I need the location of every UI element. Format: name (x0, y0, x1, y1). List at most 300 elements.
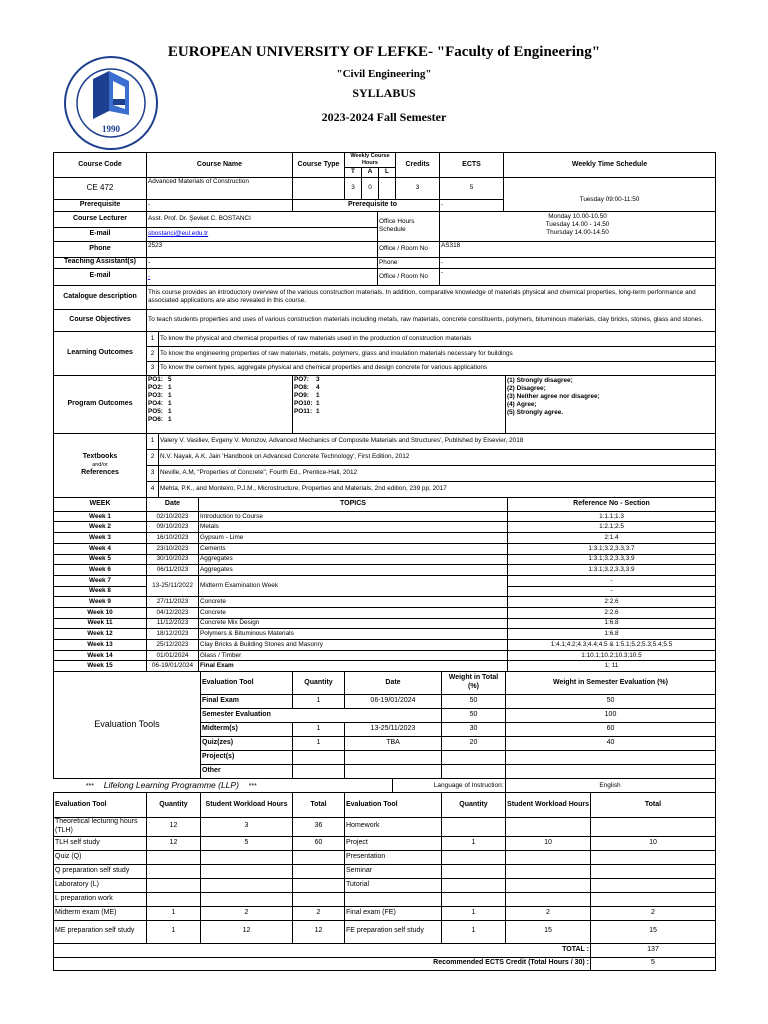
week-row (54, 618, 716, 629)
language-value: English (505, 779, 715, 793)
po-label: PO4: (148, 399, 163, 407)
hours-l (379, 177, 396, 199)
eval-weight-sem: 50 (506, 695, 716, 709)
llp-stars-left: *** (85, 782, 94, 790)
textbooks-label (54, 433, 147, 497)
prerequisite-to-label: Prerequisite to (293, 199, 440, 211)
workload-row (54, 850, 716, 864)
eval-tool: Project(s) (201, 751, 293, 765)
ta-phone-label: Phone (378, 257, 440, 268)
wl-total-header-right: Total (591, 793, 716, 818)
course-name-header: Course Name (147, 153, 293, 178)
eval-date: 06-19/01/2024 (345, 695, 442, 709)
wl-tool-right: Presentation (345, 850, 442, 864)
llp-stars-right: *** (248, 782, 257, 790)
l-header: L (379, 167, 396, 177)
eval-tool: Semester Evaluation (201, 709, 442, 723)
credits-header: Credits (396, 153, 440, 178)
week-label: Week 8 (54, 586, 147, 597)
wl-quantity (147, 864, 201, 878)
week-reference: - (508, 575, 716, 586)
eval-weight-total: 20 (442, 737, 506, 751)
reference-number: 1 (147, 433, 159, 449)
ta-email-link[interactable]: - (148, 272, 151, 280)
week-header: WEEK (54, 497, 147, 511)
po-label: PO1: (148, 375, 163, 383)
eval-date: TBA (345, 737, 442, 751)
wl-total-right (591, 850, 716, 864)
week-reference: - (508, 586, 716, 597)
week-topic: Concrete (199, 597, 508, 608)
week-reference: 1:1.1;1.3 (508, 511, 716, 522)
po-value: 1 (316, 407, 320, 415)
workload-row (54, 818, 716, 837)
wl-workload: 2 (201, 906, 293, 920)
wl-tool-right: Homework (345, 818, 442, 837)
ta-email-label: E-mail (54, 268, 147, 285)
office-hours-label: Office Hours Schedule (378, 211, 440, 241)
week-reference: 1:2.1;2.5 (508, 522, 716, 533)
wl-workload-right: 2 (506, 906, 591, 920)
week-row (54, 650, 716, 661)
week-label: Week 12 (54, 629, 147, 640)
date-header: Date (147, 497, 199, 511)
po-column-1 (147, 375, 293, 433)
week-label: Week 13 (54, 640, 147, 651)
eval-date: 13-25/11/2023 (345, 723, 442, 737)
catalogue-description: This course provides an introductory overview of the various construction materials. In addition, comparative knowledge of materials physical and chemical properties, long-term performance and associated applications are also revealed in this course. (147, 285, 716, 309)
wl-workload-header: Student Workload Hours (201, 793, 293, 818)
topics-header: TOPICS (199, 497, 508, 511)
week-label: Week 6 (54, 565, 147, 576)
eval-date-header: Date (345, 672, 442, 695)
wl-quantity (147, 892, 201, 906)
week-reference: 2:2.6 (508, 607, 716, 618)
ects: 5 (440, 177, 504, 199)
ta-office-room-label: Office / Room No (378, 268, 440, 285)
textbooks-label-line-2: and/or (92, 461, 108, 468)
wl-total (293, 892, 345, 906)
wl-workload (201, 850, 293, 864)
wl-tool-right (345, 892, 442, 906)
outcomes-label: Learning Outcomes (54, 331, 147, 375)
week-reference: 1:3.1;3.2,3.3,3.9 (508, 554, 716, 565)
workload-body (54, 818, 716, 944)
week-reference: 1:6.8 (508, 629, 716, 640)
week-row (54, 543, 716, 554)
wl-total: 36 (293, 818, 345, 837)
eval-date (345, 765, 442, 779)
course-objectives: To teach students properties and uses of various construction materials including metals, raw materials, concrete constituents, polymers, bituminous materials, clay bricks, stones, glass and stones. (147, 309, 716, 331)
po-value: 1 (316, 391, 320, 399)
week-row (54, 565, 716, 576)
po-value: 4 (316, 383, 320, 391)
workload-table (53, 792, 716, 971)
wl-workload (201, 864, 293, 878)
wl-quantity-right (442, 878, 506, 892)
week-topic: Aggregates (199, 554, 508, 565)
reference-header: Reference No - Section (508, 497, 716, 511)
wl-quantity-right (442, 818, 506, 837)
eval-tool: Quiz(zes) (201, 737, 293, 751)
wl-quantity-right (442, 892, 506, 906)
wl-total-right (591, 878, 716, 892)
wl-workload (201, 892, 293, 906)
workload-row (54, 920, 716, 943)
wl-workload-right (506, 864, 591, 878)
office-hours-1: Monday 10.00-10.50 (548, 212, 607, 220)
wl-tool: ME preparation self study (54, 920, 147, 943)
wl-total: 12 (293, 920, 345, 943)
ects-recommended-value: 5 (591, 957, 716, 970)
week-topic: Concrete (199, 607, 508, 618)
eval-weight-sem (506, 765, 716, 779)
wl-quantity-right: 1 (442, 920, 506, 943)
wl-workload-right (506, 818, 591, 837)
wl-tool: Theoretical lecturing hours (TLH) (54, 818, 147, 837)
outcomes-table (53, 331, 716, 376)
week-label: Week 11 (54, 618, 147, 629)
eval-tool: Other (201, 765, 293, 779)
description-table (53, 285, 716, 332)
evaluation-table (53, 671, 716, 779)
ta-email[interactable] (147, 268, 378, 285)
eval-quantity: 1 (293, 723, 345, 737)
week-row (54, 533, 716, 544)
ta-name: - (147, 257, 378, 268)
wl-total (293, 850, 345, 864)
eval-weight-sem: 60 (506, 723, 716, 737)
reference-2: N.V. Nayak, A.K. Jain 'Handbook on Advanced Concrete Technology', First Edition, 2012 (159, 449, 716, 465)
week-label: Week 4 (54, 543, 147, 554)
workload-row (54, 878, 716, 892)
email-label: E-mail (54, 227, 147, 241)
eval-weight-total-header: Weight in Total (%) (442, 672, 506, 695)
week-label: Week 5 (54, 554, 147, 565)
po-column-2 (293, 375, 506, 433)
week-label: Week 10 (54, 607, 147, 618)
schedule-table (53, 497, 716, 672)
wl-total: 60 (293, 836, 345, 850)
hours-a: 0 (362, 177, 379, 199)
outcome-number: 3 (147, 361, 159, 375)
wl-total-header: Total (293, 793, 345, 818)
eval-weight-total (442, 751, 506, 765)
workload-row (54, 906, 716, 920)
po-label: PO7: (294, 375, 309, 383)
wl-quantity: 12 (147, 836, 201, 850)
ta-label: Teaching Assistant(s) (54, 257, 147, 268)
prerequisite-label: Prerequisite (54, 199, 147, 211)
total-value: 137 (591, 943, 716, 957)
week-row (54, 575, 716, 586)
wl-tool: TLH self study (54, 836, 147, 850)
po-label: PO10: (294, 399, 313, 407)
department-title: "Civil Engineering" (336, 68, 432, 80)
wl-quantity (147, 878, 201, 892)
weekly-hours-header: Weekly Course Hours (345, 153, 396, 168)
po-value: 1 (316, 399, 320, 407)
reference-number: 3 (147, 465, 159, 481)
office-hours-3: Thursday 14.00-14.50 (546, 228, 609, 236)
week-date: 11/12/2023 (147, 618, 199, 629)
wl-total-right (591, 892, 716, 906)
wl-quantity-right (442, 864, 506, 878)
prerequisite-to: - (440, 199, 504, 211)
eval-tool: Final Exam (201, 695, 293, 709)
course-type (293, 177, 345, 199)
t-header: T (345, 167, 362, 177)
wl-workload: 3 (201, 818, 293, 837)
evaluation-tools-label: Evaluation Tools (54, 672, 201, 779)
week-row (54, 607, 716, 618)
wl-quantity-right (442, 850, 506, 864)
week-date: 01/01/2024 (147, 650, 199, 661)
outcome-2: To know the engineering properties of raw materials, metals, polymers, glass and insulation materials necessary for buildings (159, 346, 716, 361)
eval-date (345, 751, 442, 765)
week-label: Week 1 (54, 511, 147, 522)
schedule-header: Weekly Time Schedule (504, 153, 716, 178)
course-code: CE 472 (54, 177, 147, 199)
wl-quantity: 12 (147, 818, 201, 837)
week-topic: Introduction to Course (199, 511, 508, 522)
wl-workload: 12 (201, 920, 293, 943)
eval-tool: Midterm(s) (201, 723, 293, 737)
week-topic: Concrete Mix Design (199, 618, 508, 629)
week-topic: Final Exam (199, 661, 508, 672)
wl-tool-header-right: Evaluation Tool (345, 793, 442, 818)
scale-item: (4) Agree; (507, 400, 537, 408)
scale-item: (3) Neither agree nor disagree; (507, 392, 600, 400)
wl-tool: Q preparation self study (54, 864, 147, 878)
scale-item: (1) Strongly disagree; (507, 376, 573, 384)
po-label: PO9: (294, 391, 309, 399)
week-topic: Cements (199, 543, 508, 554)
catalogue-label: Catalogue description (54, 285, 147, 309)
week-reference: 1:3.1;3.2,3.3,3.7 (508, 543, 716, 554)
eval-weight-total (442, 765, 506, 779)
week-date: 23/10/2023 (147, 543, 199, 554)
wl-workload-right: 15 (506, 920, 591, 943)
week-date: 27/11/2023 (147, 597, 199, 608)
reference-number: 4 (147, 481, 159, 497)
outcome-3: To know the cement types, aggregate physical and chemical properties and design concrete for various applications (159, 361, 716, 375)
week-topic: Glass / Timber (199, 650, 508, 661)
lecturer-table (53, 211, 716, 286)
outcome-number: 2 (147, 346, 159, 361)
document-type: SYLLABUS (352, 86, 416, 100)
reference-number: 2 (147, 449, 159, 465)
weekly-schedule: Tuesday 09:00-11:50 (504, 177, 716, 211)
week-label: Week 14 (54, 650, 147, 661)
ta-phone: - (440, 257, 716, 268)
a-header: A (362, 167, 379, 177)
wl-total (293, 878, 345, 892)
eval-tool-header: Evaluation Tool (201, 672, 293, 695)
wl-total-right: 10 (591, 836, 716, 850)
week-reference: 1:10.1;10.2;10.3;10.5 (508, 650, 716, 661)
program-outcomes-label: Program Outcomes (54, 375, 147, 433)
workload-row (54, 864, 716, 878)
po-label: PO8: (294, 383, 309, 391)
eval-weight-total: 50 (442, 709, 506, 723)
wl-workload (201, 878, 293, 892)
wl-tool-right: FE preparation self study (345, 920, 442, 943)
syllabus-page (53, 38, 715, 980)
course-name: Advanced Materials of Construction (147, 177, 293, 199)
university-title: EUROPEAN UNIVERSITY OF LEFKE- "Faculty of Engineering" (167, 44, 601, 60)
reference-4: Mehta, P.K., and Monteiro, P.J.M., Microstructure, Properties and Materials, 2nd edition, 239 pp, 2017 (159, 481, 716, 497)
references-table (53, 433, 716, 498)
po-value: 1 (168, 407, 172, 415)
course-code-header: Course Code (54, 153, 147, 178)
lecturer-email-link[interactable]: sbostanci@eul.edu.tr (148, 230, 209, 238)
wl-total-right (591, 864, 716, 878)
wl-quantity: 1 (147, 920, 201, 943)
week-topic: Midterm Examination Week (199, 575, 508, 596)
po-value: 1 (168, 391, 172, 399)
wl-quantity-header: Quantity (147, 793, 201, 818)
po-value: 1 (168, 383, 172, 391)
ects-recommended-label: Recommended ECTS Credit (Total Hours / 30) : (54, 957, 591, 970)
prerequisite: - (147, 199, 293, 211)
credits: 3 (396, 177, 440, 199)
workload-row (54, 892, 716, 906)
textbooks-label-line-1: Textbooks (82, 453, 118, 461)
ta-office-room: - (440, 268, 716, 285)
week-topic: Aggregates (199, 565, 508, 576)
po-value: 3 (316, 375, 320, 383)
scale-item: (5) Strongly agree. (507, 408, 564, 416)
lecturer-email[interactable] (147, 227, 378, 241)
eval-weight-total: 30 (442, 723, 506, 737)
eval-quantity: 1 (293, 737, 345, 751)
week-date: 04/12/2023 (147, 607, 199, 618)
week-topic: Polymers & Bituminous Materials (199, 629, 508, 640)
eval-weight-total: 50 (442, 695, 506, 709)
term: 2023-2024 Fall Semester (321, 110, 447, 124)
week-reference: 1:4.1;4.2;4.3;4.4;4.5 & 1:5.1;5.2;5.3;5.4;5.5 (508, 640, 716, 651)
wl-tool-right: Project (345, 836, 442, 850)
po-label: PO6: (148, 415, 163, 423)
week-row (54, 629, 716, 640)
week-label: Week 9 (54, 597, 147, 608)
po-label: PO11: (294, 407, 313, 415)
weeks-body (54, 511, 716, 671)
wl-quantity-right: 1 (442, 836, 506, 850)
week-date: 25/12/2023 (147, 640, 199, 651)
eval-weight-sem: 100 (506, 709, 716, 723)
week-date: 02/10/2023 (147, 511, 199, 522)
llp-title (53, 779, 392, 793)
week-date: 06/11/2023 (147, 565, 199, 576)
week-topic: Gypsum - Lime (199, 533, 508, 544)
week-row (54, 511, 716, 522)
wl-workload-header-right: Student Workload Hours (506, 793, 591, 818)
eval-quantity (293, 751, 345, 765)
week-row (54, 554, 716, 565)
week-date: 13-25/11/2022 (147, 575, 199, 596)
wl-workload-right (506, 892, 591, 906)
po-label: PO5: (148, 407, 163, 415)
scale-item: (2) Disagree; (507, 384, 546, 392)
course-type-header: Course Type (293, 153, 345, 178)
objectives-label: Course Objectives (54, 309, 147, 331)
phone-label: Phone (54, 241, 147, 257)
language-label: Language of Instruction: (392, 779, 505, 793)
lecturer-name: Asst. Prof. Dr. Şevket C. BOSTANCI (147, 211, 378, 227)
wl-total-right: 15 (591, 920, 716, 943)
week-reference: 2:1.4 (508, 533, 716, 544)
wl-tool: Laboratory (L) (54, 878, 147, 892)
total-label: TOTAL : (506, 943, 591, 957)
eval-weight-sem (506, 751, 716, 765)
wl-workload-right (506, 850, 591, 864)
wl-quantity-right: 1 (442, 906, 506, 920)
program-outcomes-table (53, 375, 716, 434)
wl-total-right: 2 (591, 906, 716, 920)
week-label: Week 2 (54, 522, 147, 533)
reference-3: Neville, A.M, "Properties of Concrete", Fourth Ed., Prentice-Hall, 2012 (159, 465, 716, 481)
lecturer-label: Course Lecturer (54, 211, 147, 227)
workload-row (54, 836, 716, 850)
week-label: Week 3 (54, 533, 147, 544)
wl-quantity-header-right: Quantity (442, 793, 506, 818)
wl-quantity (147, 850, 201, 864)
wl-total: 2 (293, 906, 345, 920)
week-date: 30/10/2023 (147, 554, 199, 565)
week-label: Week 15 (54, 661, 147, 672)
reference-1: Valery V. Vasiliev, Evgeny V. Morozov, Advanced Mechanics of Composite Materials and Structures', Published by Elsevier, 2018 (159, 433, 716, 449)
week-row (54, 640, 716, 651)
week-date: 09/10/2023 (147, 522, 199, 533)
wl-workload-right (506, 878, 591, 892)
lecturer-phone: 2523 (147, 241, 378, 257)
wl-tool-header: Evaluation Tool (54, 793, 147, 818)
llp-title-text: Lifelong Learning Programme (LLP) (103, 779, 239, 790)
eval-quantity: 1 (293, 695, 345, 709)
po-label: PO2: (148, 383, 163, 391)
course-info-table (53, 152, 716, 212)
week-reference: 1; 11 (508, 661, 716, 672)
eval-quantity-header: Quantity (293, 672, 345, 695)
week-row (54, 661, 716, 672)
wl-tool-right: Tutorial (345, 878, 442, 892)
office-room-label: Office / Room No (378, 241, 440, 257)
po-value: 5 (168, 375, 172, 383)
outcome-number: 1 (147, 331, 159, 346)
lecturer-office-room: AS318 (440, 241, 716, 257)
eval-quantity (293, 765, 345, 779)
week-reference: 1:6.8 (508, 618, 716, 629)
eval-weight-sem-header: Weight in Semester Evaluation (%) (506, 672, 716, 695)
po-scale (506, 375, 716, 433)
week-reference: 2:2.6 (508, 597, 716, 608)
wl-tool-right: Seminar (345, 864, 442, 878)
office-hours-2: Tuesday 14.00 - 14.50 (545, 220, 610, 228)
wl-quantity: 1 (147, 906, 201, 920)
llp-header-table (53, 778, 716, 793)
wl-tool: L preparation work (54, 892, 147, 906)
textbooks-label-line-3: References (81, 468, 119, 476)
wl-tool: Quiz (Q) (54, 850, 147, 864)
week-row (54, 597, 716, 608)
eval-weight-sem: 40 (506, 737, 716, 751)
wl-total-right (591, 818, 716, 837)
total-spacer (54, 943, 506, 957)
week-reference: 1:3.1;3.2,3.3,3.9 (508, 565, 716, 576)
outcome-1: To know the physical and chemical properties of raw materials used in the production of construction materials (159, 331, 716, 346)
